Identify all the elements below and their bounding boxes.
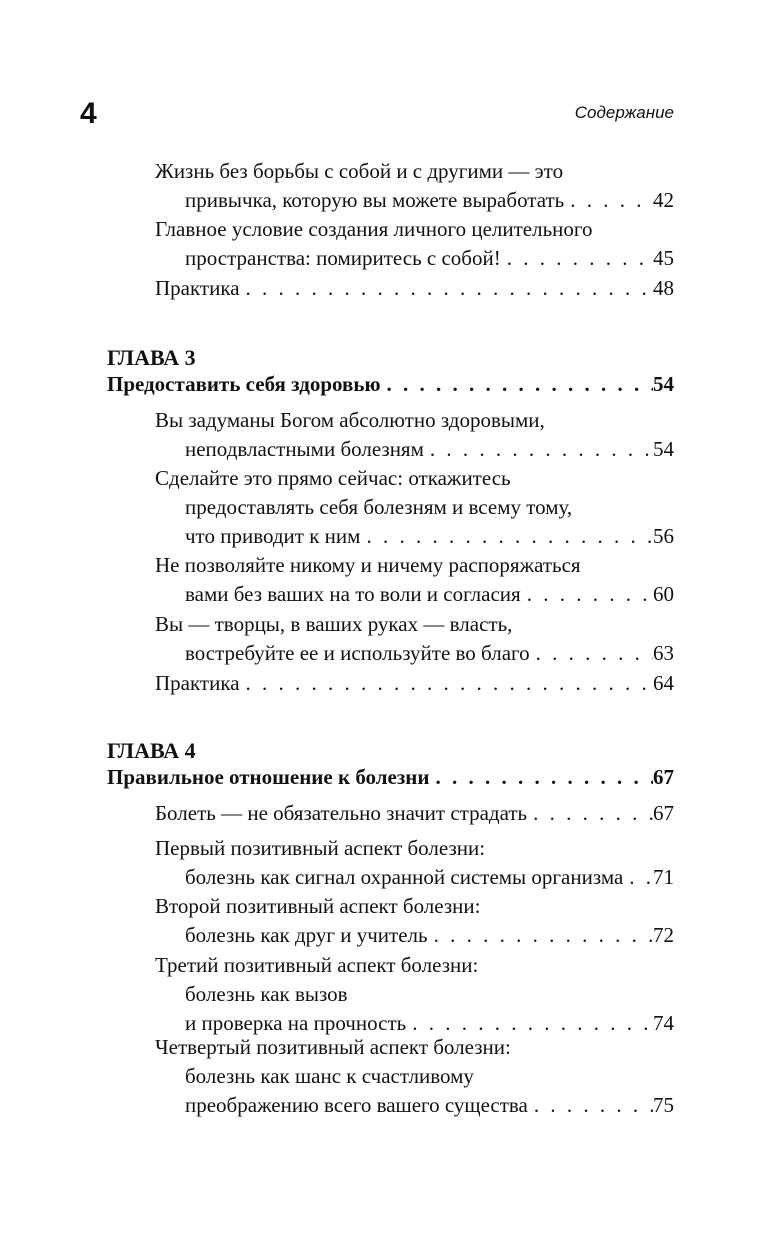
toc-entry-line	[185, 245, 674, 271]
entry-page-number: 64	[653, 671, 674, 695]
entry-page-number: 72	[653, 923, 674, 947]
toc-entry-line	[185, 640, 674, 666]
dot-leader	[430, 764, 653, 790]
entry-text: вами без ваших на то воли и согласия	[185, 582, 521, 606]
dot-leader	[521, 581, 653, 607]
entry-text: Вы задуманы Богом абсолютно здоровыми,	[155, 408, 545, 432]
entry-page-number: 56	[653, 524, 674, 548]
dot-leader	[528, 1092, 653, 1118]
toc-entry-line	[155, 835, 674, 861]
entry-text: что приводит к ним	[185, 524, 361, 548]
entry-text: пространства: помиритесь с собой!	[185, 246, 501, 270]
toc-entry-line	[185, 922, 674, 948]
toc-entry-line	[155, 893, 674, 919]
chapter-title	[107, 764, 674, 790]
entry-page-number: 71	[653, 865, 674, 889]
toc-entry-line	[185, 523, 674, 549]
toc-entry-line	[185, 494, 674, 520]
toc-entry-line	[185, 1010, 674, 1036]
entry-text: Третий позитивный аспект болезни:	[155, 953, 479, 977]
entry-text: преображению всего вашего существа	[185, 1093, 528, 1117]
entry-text: Жизнь без борьбы с собой и с другими — это	[155, 159, 564, 183]
dot-leader	[406, 1010, 653, 1036]
running-title: Содержание	[574, 103, 674, 122]
entry-text: болезнь как друг и учитель	[185, 923, 428, 947]
entry-page-number: 75	[653, 1093, 674, 1117]
dot-leader	[381, 371, 653, 397]
toc-entry-line	[155, 216, 674, 242]
entry-text: Болеть — не обязательно значит страдать	[155, 801, 528, 825]
entry-page-number: 54	[653, 372, 674, 396]
entry-page-number: 67	[653, 765, 674, 789]
toc-entry-line	[185, 981, 674, 1007]
entry-page-number: 67	[653, 801, 674, 825]
entry-text: болезнь как шанс к счастливому	[185, 1064, 474, 1088]
dot-leader	[530, 640, 653, 666]
dot-leader	[428, 922, 653, 948]
toc-entry-line	[155, 952, 674, 978]
chapter-label: ГЛАВА 4	[107, 738, 196, 763]
entry-text: болезнь как сигнал охранной системы организма	[185, 865, 624, 889]
toc-entry-line	[155, 275, 674, 301]
toc-entry-line	[155, 670, 674, 696]
entry-text: Предоставить себя здоровью	[107, 372, 381, 396]
toc-entry-line	[185, 581, 674, 607]
dot-leader	[240, 275, 653, 301]
dot-leader	[424, 436, 653, 462]
dot-leader	[360, 523, 653, 549]
dot-leader	[623, 864, 653, 890]
toc-entry-line	[155, 1034, 674, 1060]
dot-leader	[240, 670, 653, 696]
entry-text: Правильное отношение к болезни	[107, 765, 430, 789]
entry-text: Вы — творцы, в ваших руках — власть,	[155, 612, 513, 636]
dot-leader	[527, 800, 653, 826]
toc-entry-line	[155, 158, 674, 184]
entry-page-number: 48	[653, 276, 674, 300]
entry-page-number: 60	[653, 582, 674, 606]
toc-entry-line	[155, 552, 674, 578]
entry-text: Второй позитивный аспект болезни:	[155, 894, 481, 918]
entry-text: болезнь как вызов	[185, 982, 348, 1006]
toc-entry-line	[155, 800, 674, 826]
toc-entry-line	[185, 864, 674, 890]
entry-text: Первый позитивный аспект болезни:	[155, 836, 486, 860]
dot-leader	[501, 245, 653, 271]
entry-page-number: 54	[653, 437, 674, 461]
entry-text: востребуйте ее и используйте во благо	[185, 641, 530, 665]
toc-entry-line	[155, 465, 674, 491]
entry-page-number: 45	[653, 246, 674, 270]
entry-text: Практика	[155, 671, 240, 695]
entry-page-number: 74	[653, 1011, 674, 1035]
toc-entry-line	[155, 407, 674, 433]
toc-entry-line	[185, 436, 674, 462]
page-number: 4	[80, 97, 97, 130]
entry-text: Не позволяйте никому и ничему распоряжаться	[155, 553, 581, 577]
entry-text: предоставлять себя болезням и всему тому,	[185, 495, 573, 519]
entry-text: Практика	[155, 276, 240, 300]
entry-page-number: 42	[653, 188, 674, 212]
entry-page-number: 63	[653, 641, 674, 665]
toc-entry-line	[185, 1092, 674, 1118]
chapter-label: ГЛАВА 3	[107, 345, 196, 370]
entry-text: и проверка на прочность	[185, 1011, 407, 1035]
dot-leader	[564, 187, 653, 213]
entry-text: Главное условие создания личного целительного	[155, 217, 593, 241]
entry-text: Сделайте это прямо сейчас: откажитесь	[155, 466, 511, 490]
chapter-title	[107, 371, 674, 397]
entry-text: неподвластными болезням	[185, 437, 424, 461]
toc-entry-line	[155, 611, 674, 637]
entry-text: привычка, которую вы можете выработать	[185, 188, 565, 212]
toc-entry-line	[185, 1063, 674, 1089]
entry-text: Четвертый позитивный аспект болезни:	[155, 1035, 511, 1059]
toc-entry-line	[185, 187, 674, 213]
